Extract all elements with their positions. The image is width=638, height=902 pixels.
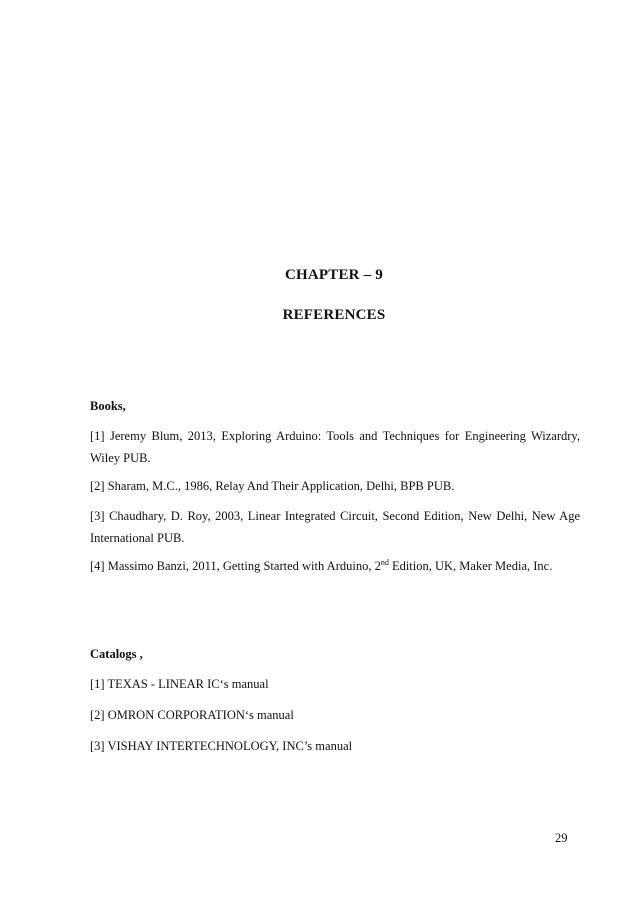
catalog-reference-3: [3] VISHAY INTERTECHNOLOGY, INC’s manual [90, 739, 353, 753]
book-reference-4-prefix: [4] Massimo Banzi, 2011, Getting Started with Arduino, 2 [90, 559, 381, 573]
catalog-reference-1: [1] TEXAS - LINEAR IC‘s manual [90, 677, 269, 691]
page-number: 29 [555, 831, 568, 845]
book-reference-4 [90, 555, 580, 577]
catalog-reference-2: [2] OMRON CORPORATION‘s manual [90, 708, 294, 722]
chapter-title: REFERENCES [282, 307, 386, 323]
books-heading: Books, [90, 399, 126, 413]
book-reference-4-suffix: Edition, UK, Maker Media, Inc. [388, 559, 553, 573]
book-reference-2: [2] Sharam, M.C., 1986, Relay And Their Application, Delhi, BPB PUB. [90, 479, 455, 493]
catalogs-section [90, 643, 580, 766]
book-reference-3: [3] Chaudhary, D. Roy, 2003, Linear Integrated Circuit, Second Edition, New Delhi, New Age International PUB. [90, 509, 580, 545]
chapter-label: CHAPTER – 9 [284, 267, 384, 283]
book-reference-1: [1] Jeremy Blum, 2013, Exploring Arduino: Tools and Techniques for Engineering Wizardry, Wiley PUB. [90, 429, 580, 465]
book-reference-4-superscript: nd [380, 557, 389, 567]
books-section [90, 395, 580, 585]
catalogs-heading: Catalogs , [90, 647, 143, 661]
